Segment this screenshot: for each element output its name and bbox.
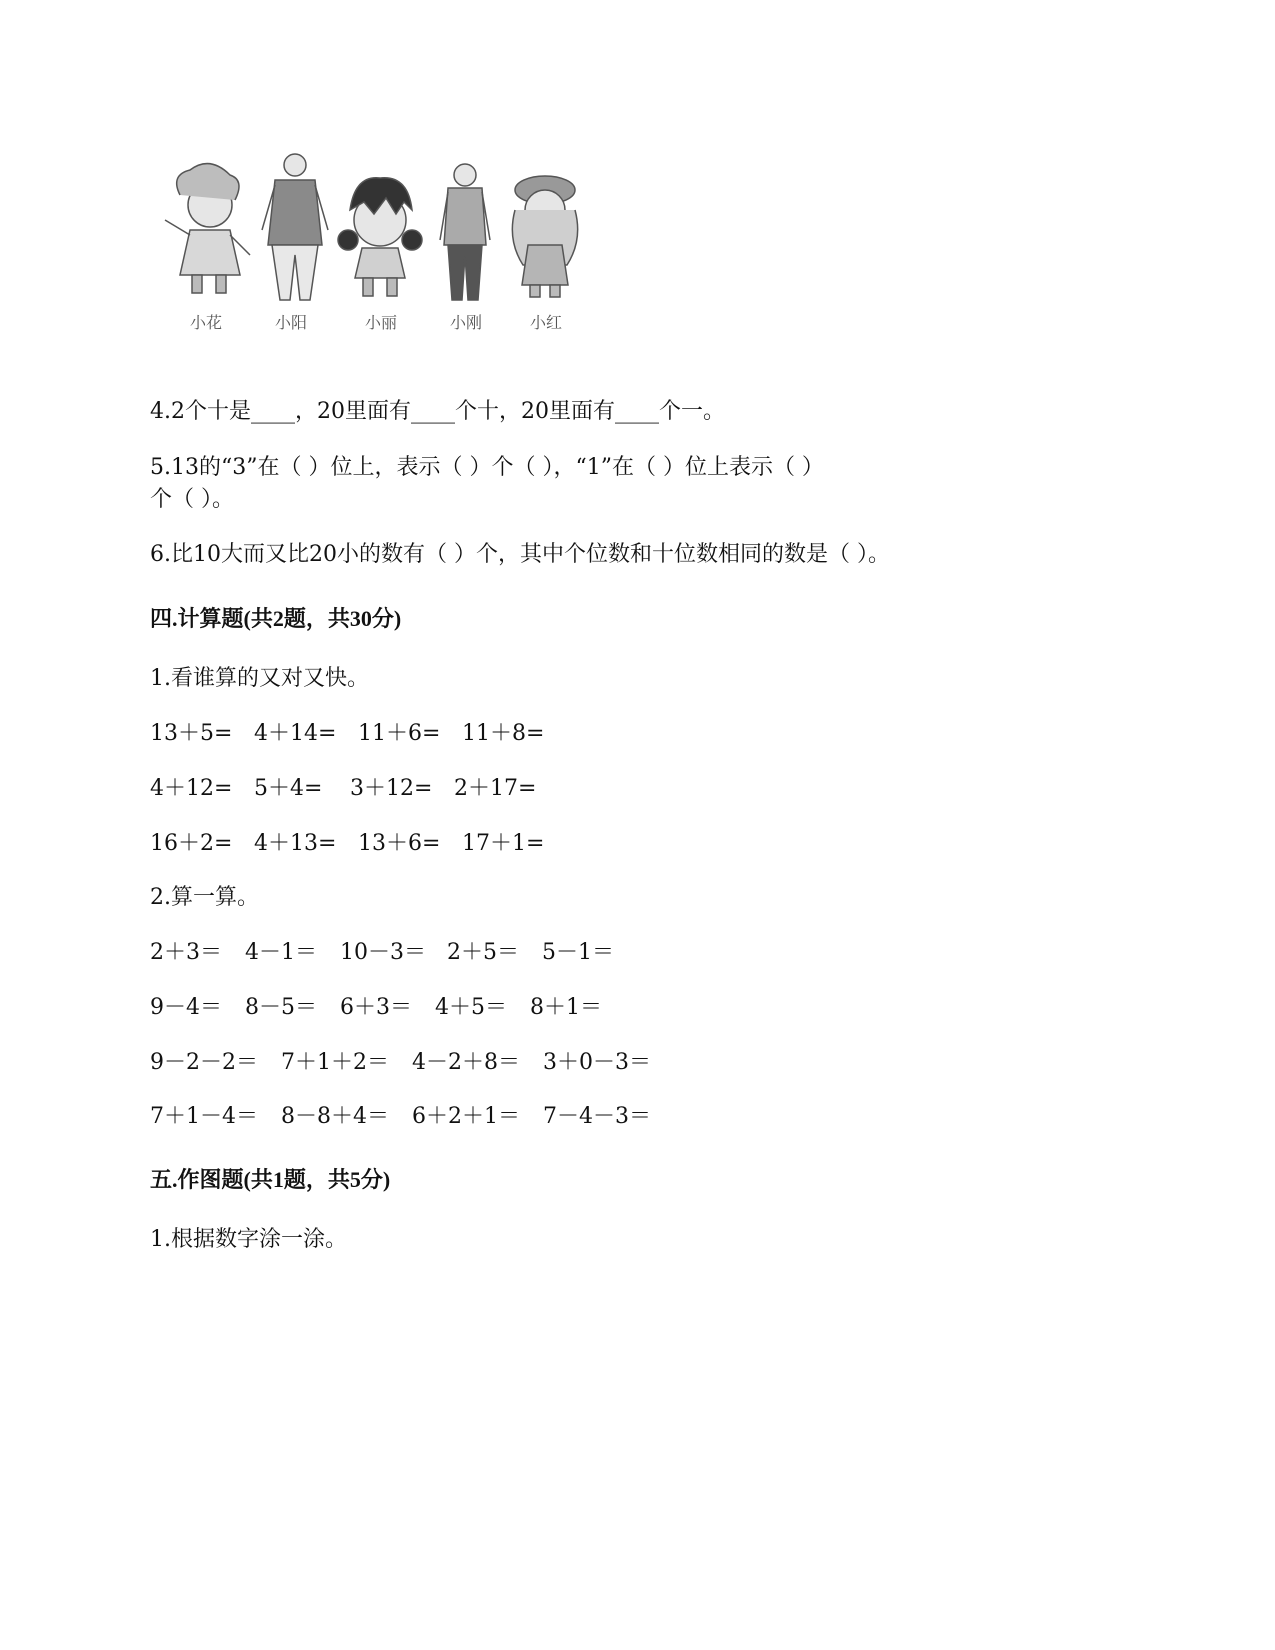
calc-row <box>150 992 602 1024</box>
calc-item: 8－8＋4＝ <box>281 1104 389 1129</box>
calc-item: 11＋6= <box>358 721 441 746</box>
section-4-q1-title: 1.看谁算的又对又快。 <box>150 666 369 691</box>
calc-item: 4＋13= <box>254 831 337 856</box>
calc-item: 7－4－3＝ <box>543 1104 651 1129</box>
calc-item: 4＋5＝ <box>435 995 507 1020</box>
child-figure-xiaoli <box>338 178 422 296</box>
calc-row <box>150 1047 651 1079</box>
child-name-label: 小刚 <box>450 313 483 332</box>
calc-item: 16＋2= <box>150 831 233 856</box>
child-name-label: 小红 <box>530 313 563 332</box>
calc-item: 10－3＝ <box>340 940 426 965</box>
calc-row <box>150 828 544 860</box>
calc-row <box>150 937 614 969</box>
calc-item: 13＋5= <box>150 721 233 746</box>
calc-item: 8－5＝ <box>245 995 317 1020</box>
calc-item: 8＋1＝ <box>530 995 602 1020</box>
calc-item: 3＋12= <box>350 776 433 801</box>
calc-item: 2＋3＝ <box>150 940 222 965</box>
calc-item: 4－2＋8＝ <box>412 1050 520 1075</box>
calc-item: 6＋3＝ <box>340 995 412 1020</box>
section-5-q1-title: 1.根据数字涂一涂。 <box>150 1227 347 1252</box>
calc-item: 4＋12= <box>150 776 233 801</box>
calc-item: 6＋2＋1＝ <box>412 1104 520 1129</box>
calc-item: 5＋4= <box>254 776 323 801</box>
calc-item: 9－4＝ <box>150 995 222 1020</box>
calc-item: 7＋1＋2＝ <box>281 1050 389 1075</box>
section-4-heading: 四.计算题(共2题，共30分) <box>150 606 402 631</box>
child-name-label: 小丽 <box>365 313 398 332</box>
calc-item: 11＋8= <box>462 721 545 746</box>
calc-row <box>150 718 544 750</box>
calc-item: 2＋5＝ <box>447 940 519 965</box>
calc-item: 7＋1－4＝ <box>150 1104 258 1129</box>
child-figure-xiaohong <box>512 176 577 297</box>
calc-row <box>150 1101 651 1133</box>
calc-item: 13＋6= <box>358 831 441 856</box>
calc-item: 9－2－2＝ <box>150 1050 258 1075</box>
section-4-q2-title: 2.算一算。 <box>150 885 259 910</box>
child-figure-xiaogang <box>440 164 490 300</box>
calc-item: 17＋1= <box>462 831 545 856</box>
question-6: 6.比10大而又比20小的数有（ ）个，其中个位数和十位数相同的数是（ ）。 <box>150 542 890 567</box>
calc-item: 4－1＝ <box>245 940 317 965</box>
child-figure-xiaoyang <box>262 154 328 300</box>
calc-row <box>150 773 536 805</box>
children-illustration <box>150 150 630 350</box>
question-5-line-2: 个（ ）。 <box>150 487 234 512</box>
calc-item: 3＋0－3＝ <box>543 1050 651 1075</box>
calc-item: 4＋14= <box>254 721 337 746</box>
calc-item: 2＋17= <box>454 776 537 801</box>
question-5-line-1: 5.13的“3”在（ ）位上，表示（ ）个（ ），“1”在（ ）位上表示（ ） <box>150 455 824 480</box>
question-4: 4.2个十是____，20里面有____个十，20里面有____个一。 <box>150 399 725 424</box>
child-figure-xiaohua <box>165 164 250 293</box>
section-5-heading: 五.作图题(共1题，共5分) <box>150 1167 391 1192</box>
child-name-label: 小阳 <box>275 313 308 332</box>
calc-item: 5－1＝ <box>542 940 614 965</box>
child-name-label: 小花 <box>190 313 223 332</box>
